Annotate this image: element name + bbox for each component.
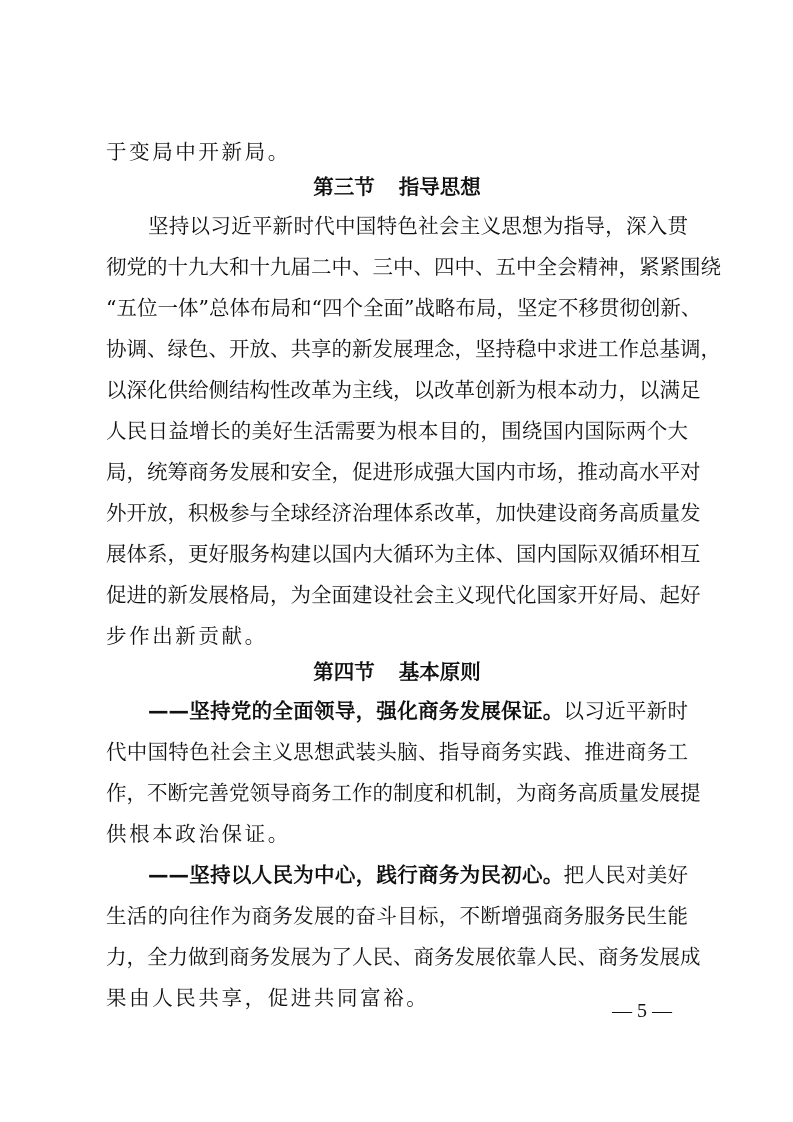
principle-2-line: 果由人民共享，促进共同富裕。 bbox=[106, 986, 430, 1010]
principle-1-first-line bbox=[148, 696, 688, 726]
principle-1-lead-rest: 以习近平新时 bbox=[563, 699, 689, 723]
section-3-line: 步作出新贡献。 bbox=[106, 624, 268, 648]
principle-2-line: 力，全力做到商务发展为了人民、商务发展依靠人民、商务发展成 bbox=[106, 945, 701, 969]
section-4-title: 基本原则 bbox=[398, 660, 481, 684]
section-3-line: 协调、绿色、开放、共享的新发展理念，坚持稳中求进工作总基调， bbox=[106, 337, 721, 361]
principle-1-lead: ——坚持党的全面领导，强化商务发展保证。 bbox=[148, 699, 564, 723]
page-number: — 5 — bbox=[612, 1000, 672, 1022]
intro-tail-line: 于变局中开新局。 bbox=[106, 140, 291, 164]
section-3-line: 外开放，积极参与全球经济治理体系改革，加快建设商务高质量发 bbox=[106, 501, 701, 525]
principle-1-line: 供根本政治保证。 bbox=[106, 822, 291, 846]
principle-2-line: 生活的向往作为商务发展的奋斗目标，不断增强商务服务民生能 bbox=[106, 904, 688, 928]
section-3-heading bbox=[106, 171, 688, 203]
section-3-line: 彻党的十九大和十九届二中、三中、四中、五中全会精神，紧紧围绕 bbox=[106, 255, 721, 279]
section-3-title: 指导思想 bbox=[398, 175, 481, 199]
section-3-line: 坚持以习近平新时代中国特色社会主义思想为指导，深入贯 bbox=[148, 214, 688, 238]
section-4-number: 第四节 bbox=[313, 660, 375, 684]
section-3-line: 展体系，更好服务构建以国内大循环为主体、国内国际双循环相互 bbox=[106, 542, 701, 566]
principle-2-lead-rest: 把人民对美好 bbox=[563, 863, 689, 887]
section-3-line: 局，统筹商务发展和安全，促进形成强大国内市场，推动高水平对 bbox=[106, 460, 701, 484]
section-3-line: 促进的新发展格局，为全面建设社会主义现代化国家开好局、起好 bbox=[106, 583, 701, 607]
principle-1-line: 代中国特色社会主义思想武装头脑、指导商务实践、推进商务工 bbox=[106, 740, 688, 764]
section-3-line: 以深化供给侧结构性改革为主线，以改革创新为根本动力，以满足 bbox=[106, 378, 701, 402]
section-4-heading bbox=[106, 656, 688, 688]
principle-2-first-line bbox=[148, 860, 688, 890]
section-3-line: 人民日益增长的美好生活需要为根本目的，围绕国内国际两个大 bbox=[106, 419, 688, 443]
principle-1-line: 作，不断完善党领导商务工作的制度和机制，为商务高质量发展提 bbox=[106, 781, 701, 805]
section-3-number: 第三节 bbox=[313, 175, 375, 199]
principle-2-lead: ——坚持以人民为中心，践行商务为民初心。 bbox=[148, 863, 564, 887]
section-3-line: “五位一体”总体布局和“四个全面”战略布局，坚定不移贯彻创新、 bbox=[106, 296, 702, 320]
